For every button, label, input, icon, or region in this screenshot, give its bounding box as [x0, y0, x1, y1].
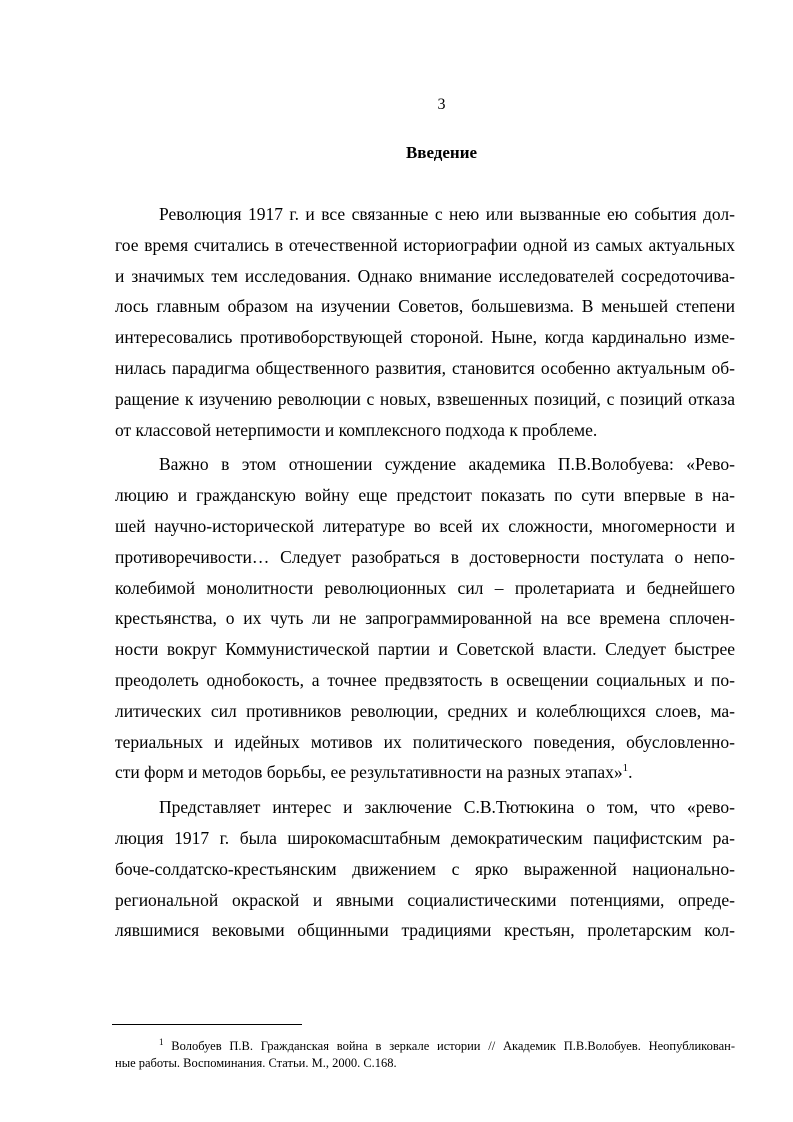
page-title: Введение — [405, 143, 478, 162]
footnote-text: Волобуев П.В. Гражданская война в зеркале истории // Академик П.В.Волобуев. Неопубликован- — [171, 1039, 735, 1053]
text-line: преодолеть однобокость, а точнее предвзятость в освещении социальных и по- — [115, 669, 735, 690]
text-line: люцию и гражданскую войну еще предстоит показать по сути впервые в на- — [115, 485, 735, 506]
text-line: люция 1917 г. была широкомасштабным демократическим пацифистским ра- — [115, 827, 735, 848]
footnote-line: ные работы. Воспоминания. Статьи. М., 2000. С.168. — [115, 1056, 397, 1070]
footnote-line — [115, 1038, 735, 1055]
text-line: от классовой нетерпимости и комплексного подхода к проблеме. — [115, 419, 598, 440]
paragraph-1 — [115, 199, 735, 445]
text-line: нилась парадигма общественного развития, становится особенно актуальным об- — [115, 357, 735, 378]
text-line: сти форм и методов борьбы, ее результативности на разных этапах» — [115, 762, 623, 783]
text-line: лось главным образом на изучении Советов, большевизма. В меньшей степени — [115, 296, 735, 317]
text-line: региональной окраской и явными социалистическими потенциями, опреде- — [115, 889, 735, 910]
text-line: гое время считались в отечественной историографии одной из самых актуальных — [115, 234, 735, 255]
text-line: Представляет интерес и заключение С.В.Тютюкина о том, что «рево- — [159, 797, 735, 818]
text-line: литических сил противников революции, средних и колеблющихся слоев, ма- — [115, 700, 735, 721]
text-line: крестьянства, о их чуть ли не запрограммированной на все времена сплочен- — [115, 608, 735, 629]
page-number: 3 — [437, 96, 446, 113]
text-line: лявшимися вековыми общинными традициями крестьян, пролетарским кол- — [115, 920, 735, 941]
text-line-with-footnote — [115, 757, 735, 788]
footnote-marker: 1 — [159, 1036, 164, 1047]
text-line: териальных и идейных мотивов их политического поведения, обусловленно- — [115, 731, 735, 752]
paragraph-3 — [115, 792, 735, 946]
text-line: ращение к изучению революции с новых, взвешенных позиций, с позиций отказа — [115, 388, 735, 409]
text-line: шей научно-исторической литературе во всей их сложности, многомерности и — [115, 515, 735, 536]
paragraph-2 — [115, 449, 735, 788]
text-line: Важно в этом отношении суждение академика П.В.Волобуева: «Рево- — [159, 454, 735, 475]
text-line: колебимой монолитности революционных сил – пролетариата и беднейшего — [115, 577, 735, 598]
text-line: ности вокруг Коммунистической партии и Советской власти. Следует быстрее — [115, 639, 735, 660]
text-line: противоречивости… Следует разобраться в достоверности постулата о непо- — [115, 546, 735, 567]
body-text — [115, 199, 735, 950]
text-line: и значимых тем исследования. Однако внимание исследователей сосредоточива- — [115, 265, 735, 286]
text-line: Революция 1917 г. и все связанные с нею или вызванные ею события дол- — [159, 204, 735, 224]
footnote-reference[interactable]: 1 — [622, 762, 629, 775]
footnote — [115, 1038, 735, 1072]
end-punctuation: . — [628, 762, 633, 783]
text-line: интересовались противоборствующей стороной. Ныне, когда кардинально изме- — [115, 327, 735, 348]
text-line: боче-солдатско-крестьянским движением с ярко выраженной национально- — [115, 858, 735, 879]
footnote-separator — [112, 1024, 302, 1025]
